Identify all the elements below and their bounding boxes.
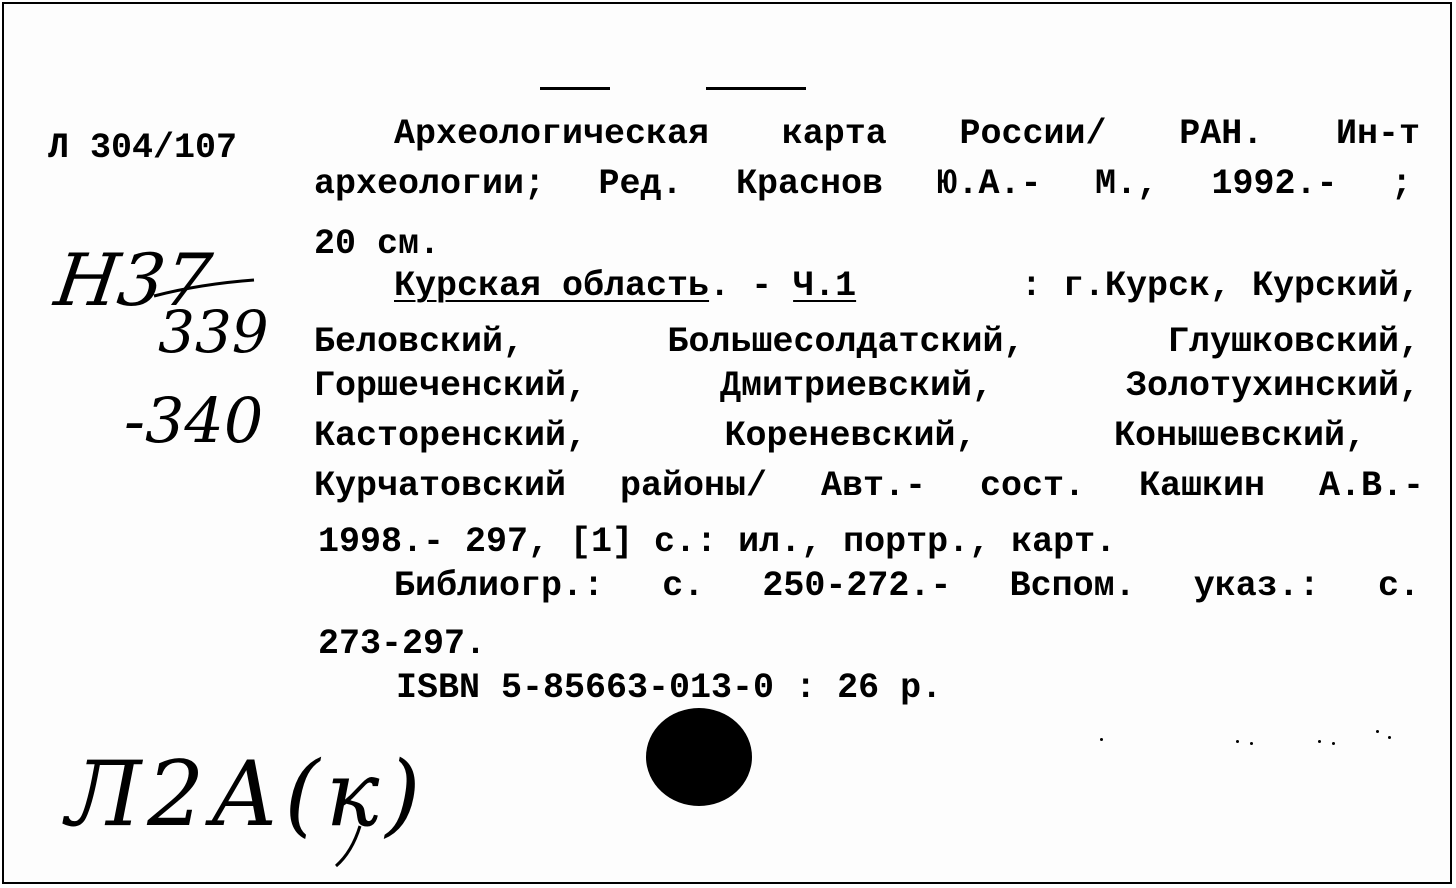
entry-word: ; (1390, 164, 1412, 204)
scan-speck (1332, 742, 1335, 745)
title-word: России/ (959, 114, 1107, 154)
entry-line-6 (314, 362, 1420, 410)
entry-word: Курчатовский (314, 466, 567, 506)
note-word: 250-272.- (762, 566, 952, 606)
scan-speck (1318, 740, 1321, 743)
handwritten-code-range: -340 (124, 384, 264, 457)
handwritten-underline (150, 276, 260, 300)
part-rest: : г.Курск, Курский, (1020, 266, 1420, 306)
entry-word: Краснов (736, 164, 884, 204)
top-dash-right (706, 87, 806, 90)
handwritten-class-mark: Л2А(к) (66, 742, 427, 847)
district: Конышевский, (1113, 416, 1366, 456)
entry-word: районы/ (620, 466, 768, 506)
part-title: Курская область (394, 266, 710, 306)
top-dash-left (540, 87, 610, 90)
district: Кореневский, (724, 416, 977, 456)
entry-word: Кашкин (1138, 466, 1265, 506)
note-word: указ.: (1193, 566, 1320, 606)
scan-speck (1100, 738, 1103, 741)
district: Большесолдатский, (667, 322, 1025, 362)
scan-speck (1236, 740, 1239, 743)
handwritten-class-mark-paren-tail (330, 822, 370, 872)
entry-line-4 (394, 262, 1420, 310)
entry-line-2 (314, 160, 1412, 208)
district: Горшеченский, (314, 366, 588, 406)
district: Касторенский, (314, 416, 588, 456)
district: Золотухинский, (1125, 366, 1420, 406)
district: Дмитриевский, (719, 366, 994, 406)
title-word: карта (781, 114, 887, 154)
entry-word: археологии; (314, 164, 546, 204)
entry-word: Ред. (598, 164, 683, 204)
entry-line-10 (394, 562, 1420, 610)
scan-speck (1250, 742, 1253, 745)
entry-line-5 (314, 318, 1420, 366)
part-group (394, 262, 856, 310)
entry-line-7 (314, 412, 1366, 460)
entry-word: Ю.А.- (936, 164, 1042, 204)
note-word: с. (1377, 566, 1420, 606)
scan-speck (1388, 736, 1391, 739)
scan-speck (1376, 730, 1379, 733)
title-word: Ин-т (1335, 114, 1420, 154)
entry-word: 1992.- (1211, 164, 1338, 204)
district: Глушковский, (1167, 322, 1420, 362)
isbn-line: ISBN 5-85663-013-0 : 26 р. (396, 668, 943, 708)
handwritten-code-sub: 339 (158, 298, 269, 366)
entry-line-1 (394, 110, 1420, 158)
title-word: Археологическая (394, 114, 710, 154)
entry-word: Авт.- (820, 466, 927, 506)
entry-word: А.В.- (1318, 466, 1424, 506)
note-word: Библиогр.: (394, 566, 605, 606)
part-number: Ч.1 (793, 266, 857, 306)
title-word: РАН. (1179, 114, 1264, 154)
note-word: с. (662, 566, 705, 606)
note-word: Вспом. (1009, 566, 1136, 606)
shelfmark: Л 304/107 (48, 128, 238, 168)
punch-hole (646, 708, 752, 806)
entry-line-3: 20 см. (314, 224, 441, 264)
entry-line-8 (314, 462, 1424, 510)
entry-word: М., (1095, 164, 1159, 204)
part-separator: . - (709, 266, 773, 306)
entry-word: сост. (979, 466, 1085, 506)
handwritten-code-main: Н37 (50, 238, 217, 322)
district: Беловский, (314, 322, 525, 362)
entry-line-11: 273-297. (318, 624, 487, 664)
entry-line-9: 1998.- 297, [1] с.: ил., портр., карт. (318, 522, 1117, 562)
